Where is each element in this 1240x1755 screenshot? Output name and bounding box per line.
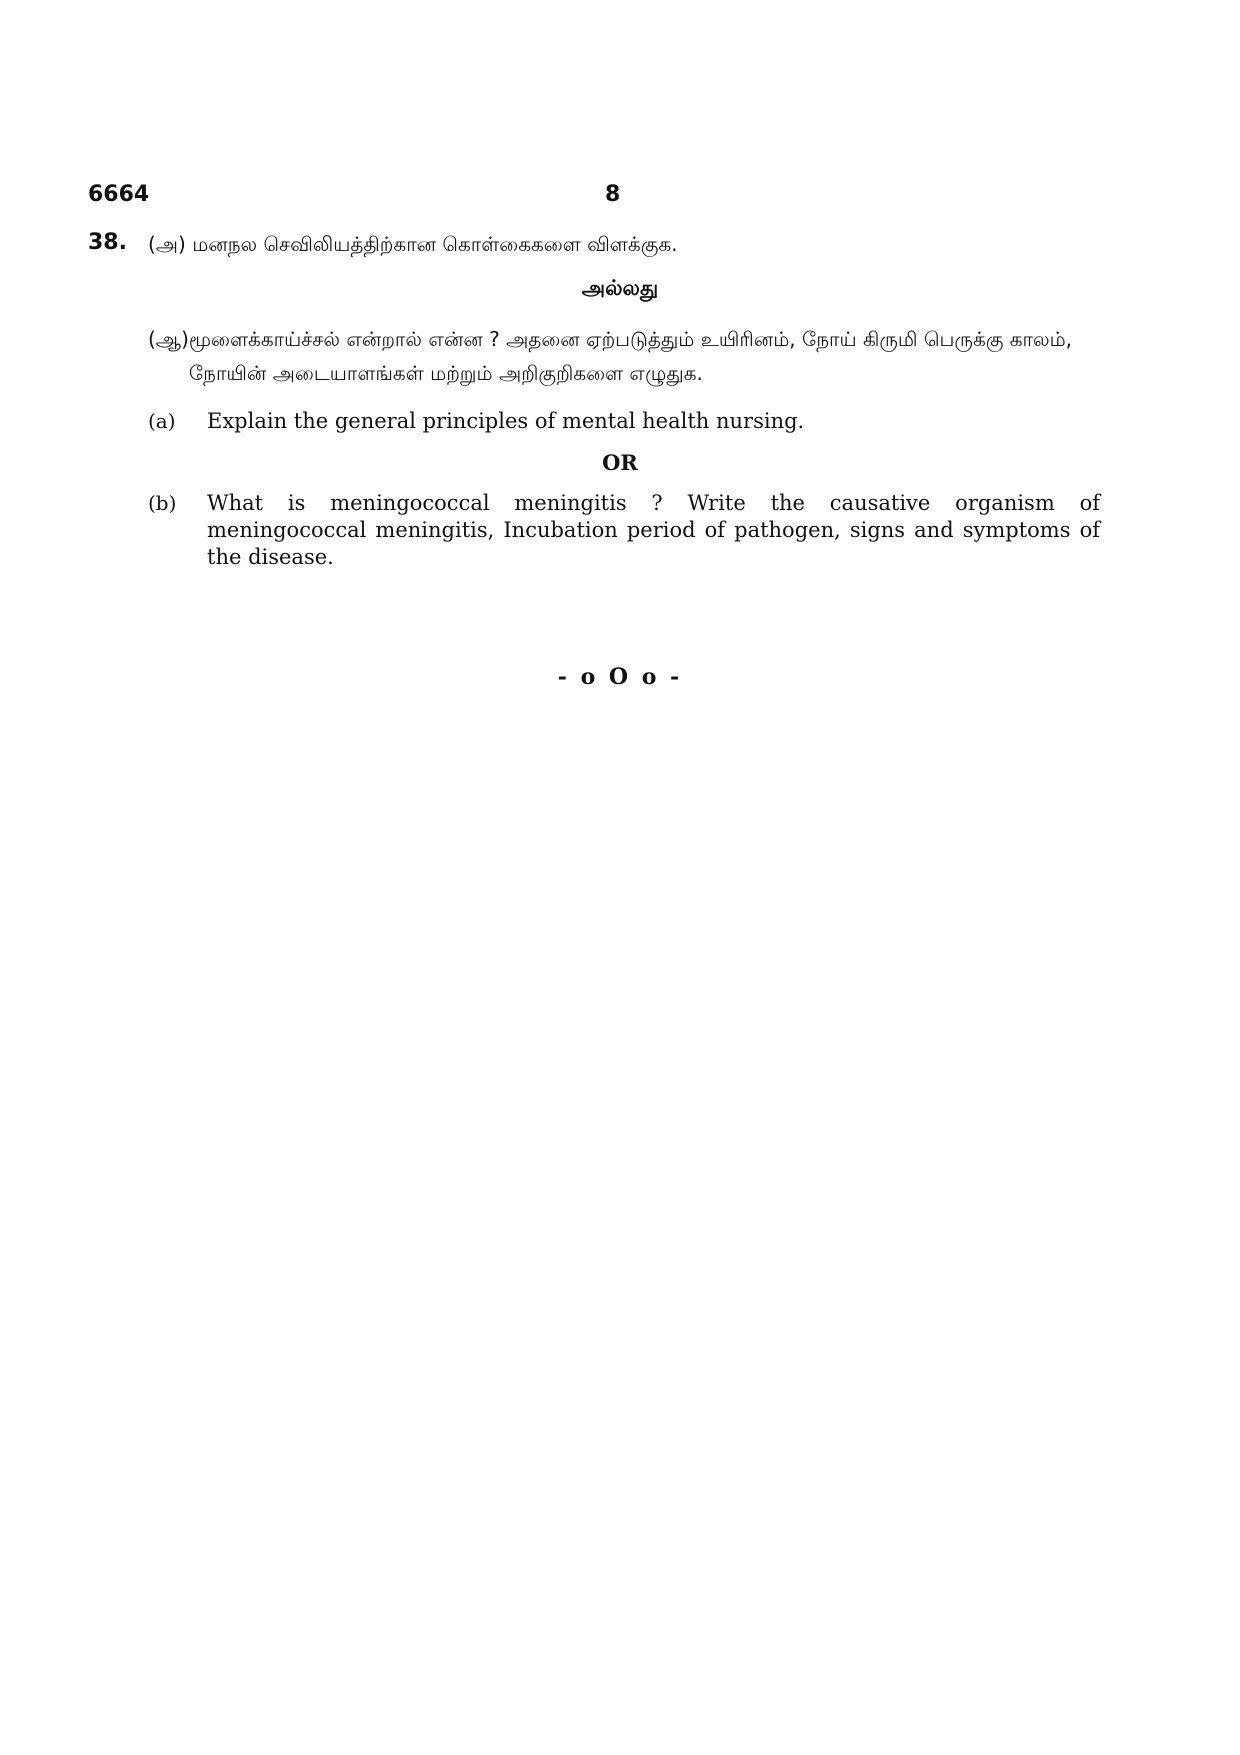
page-number: 8 — [605, 182, 621, 207]
tamil-option-a-text: மனநல செவிலியத்திற்கான கொள்கைகளை விளக்குக. — [192, 232, 678, 256]
english-or-separator: OR — [602, 450, 638, 475]
tamil-or-separator: அல்லது — [581, 276, 659, 300]
paper-code: 6664 — [88, 182, 150, 207]
tamil-option-b — [148, 322, 1098, 390]
tamil-option-a-label: (அ) — [148, 232, 186, 256]
tamil-option-b-label: (ஆ) — [148, 327, 189, 351]
end-of-paper-mark: - o O o - — [557, 664, 683, 690]
tamil-option-b-text: மூளைக்காய்ச்சல் என்றால் என்ன ? அதனை ஏற்படுத்தும் உயிரினம், நோய் கிருமி பெருக்கு காலம், நோயின் அடையாளங்கள் மற்றும் அறிகுறிகளை எழுதுக. — [188, 327, 1073, 385]
english-option-b-text: What is meningococcal meningitis ? Write the causative organism of meningococcal meningitis, Incubation period of pathogen, signs and symptoms of the disease. — [207, 491, 1100, 569]
tamil-option-a — [148, 227, 1098, 261]
english-option-a-label: (a) — [148, 409, 176, 433]
english-option-a-text: Explain the general principles of mental health nursing. — [207, 409, 805, 433]
english-option-b-label: (b) — [148, 491, 177, 515]
question-number: 38. — [88, 230, 127, 255]
